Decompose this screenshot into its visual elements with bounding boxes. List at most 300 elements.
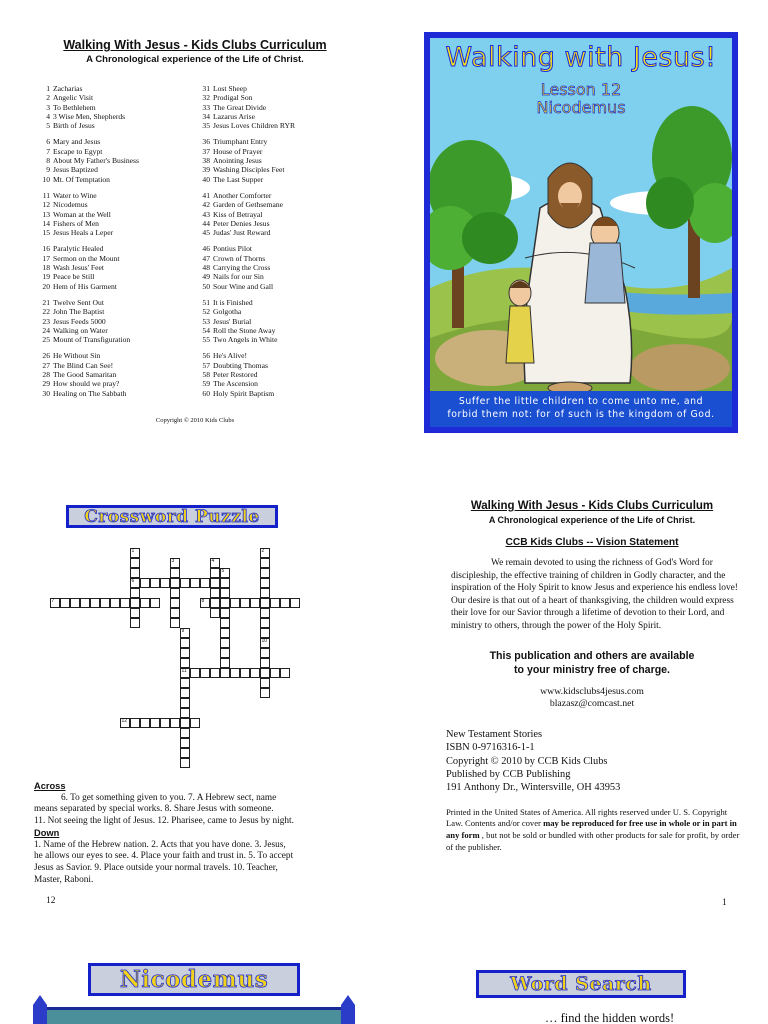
lesson-number: 14: [42, 218, 50, 228]
crossword-cell[interactable]: [180, 708, 190, 718]
crossword-cell[interactable]: [180, 698, 190, 708]
lesson-number: 25: [42, 335, 50, 345]
lesson-number: 40: [202, 174, 210, 184]
crossword-cell[interactable]: [110, 598, 120, 608]
lesson-group: [198, 244, 358, 290]
crossword-cell[interactable]: [150, 718, 160, 728]
lesson-item: [38, 156, 198, 165]
lesson-number: 36: [202, 137, 210, 147]
lesson-name: Escape to Egypt: [53, 146, 103, 156]
lesson-number: 15: [42, 228, 50, 238]
lesson-name: The Last Supper: [213, 174, 264, 184]
lesson-number: 22: [42, 307, 50, 317]
crossword-clue-number: 6: [131, 578, 135, 584]
crossword-cell[interactable]: [280, 598, 290, 608]
contact-info: [442, 686, 742, 711]
lesson-number: 12: [42, 200, 50, 210]
lesson-item: [38, 165, 198, 174]
crossword-grid: [50, 548, 300, 758]
crossword-cell[interactable]: [70, 598, 80, 608]
crossword-clue-number: 11: [181, 668, 187, 674]
lesson-item: [198, 307, 358, 316]
word-search-banner-text: Word Search: [479, 973, 683, 995]
crossword-cell[interactable]: [260, 688, 270, 698]
legal-text-bold: may be reproduced for free use in whole or in part in any form: [446, 818, 737, 841]
lesson-item: [38, 326, 198, 335]
lesson-name: Judas' Just Reward: [213, 228, 271, 238]
crossword-clue-number: 7: [51, 598, 55, 604]
lesson-number: 42: [202, 200, 210, 210]
lesson-name: Crown of Thorns: [213, 253, 266, 263]
email-link[interactable]: blazasz@comcast.net: [549, 698, 635, 710]
lesson-name: House of Prayer: [213, 146, 263, 156]
crossword-cell[interactable]: [170, 578, 180, 588]
lesson-name: Angelic Visit: [53, 93, 94, 103]
crossword-cell[interactable]: [130, 568, 140, 578]
lesson-name: The Ascension: [213, 379, 258, 389]
crossword-banner: [66, 505, 278, 528]
lesson-number: 31: [202, 84, 210, 93]
crossword-cell[interactable]: [210, 588, 220, 598]
lesson-name: Fishers of Men: [53, 218, 99, 228]
crossword-cell[interactable]: [180, 638, 190, 648]
lesson-item: [198, 326, 358, 335]
crossword-cell[interactable]: [90, 598, 100, 608]
crossword-cell[interactable]: [260, 608, 270, 618]
lesson-name: Wash Jesus' Feet: [53, 263, 104, 273]
lesson-number: 6: [46, 137, 50, 147]
page-number-1: 1: [722, 898, 727, 908]
info-subtitle: A Chronological experience of the Life of Christ.: [488, 515, 696, 525]
lesson-item: [198, 282, 358, 291]
crossword-cell[interactable]: [180, 748, 190, 758]
lesson-item: [198, 147, 358, 156]
crossword-cell[interactable]: [120, 598, 130, 608]
crossword-cell[interactable]: [260, 588, 270, 598]
lesson-name: Peter Denies Jesus: [213, 218, 270, 228]
crossword-cell[interactable]: [150, 598, 160, 608]
lesson-item: [198, 112, 358, 121]
cover-lesson: [430, 81, 732, 117]
lesson-group: [38, 351, 198, 397]
crossword-cell[interactable]: [210, 608, 220, 618]
lesson-number: 2: [46, 93, 50, 103]
lesson-item: [198, 370, 358, 379]
website-link[interactable]: www.kidsclubs4jesus.com: [540, 685, 644, 697]
lesson-group: [198, 298, 358, 344]
lesson-item: [38, 272, 198, 281]
lesson-item: [38, 361, 198, 370]
lesson-item: [198, 103, 358, 112]
lesson-name: Roll the Stone Away: [213, 325, 276, 335]
crossword-cell[interactable]: [210, 578, 220, 588]
lesson-item: [198, 272, 358, 281]
crossword-clue-number: 9: [181, 628, 185, 634]
lesson-item: [198, 351, 358, 360]
crossword-cell[interactable]: [220, 608, 230, 618]
crossword-cell[interactable]: [230, 598, 240, 608]
lesson-name: Birth of Jesus: [53, 121, 95, 131]
lesson-number: 47: [202, 253, 210, 263]
publication-line: Copyright © 2010 by CCB Kids Clubs: [446, 755, 608, 767]
crossword-clues: [34, 781, 349, 886]
lesson-number: 26: [42, 351, 50, 361]
lesson-number: 35: [202, 121, 210, 131]
crossword-cell[interactable]: [180, 678, 190, 688]
lesson-item: [198, 200, 358, 209]
lesson-number: 18: [42, 263, 50, 273]
publication-line: Published by CCB Publishing: [446, 768, 571, 780]
crossword-cell[interactable]: [220, 638, 230, 648]
lesson-number: 59: [202, 379, 210, 389]
lesson-number: 8: [46, 156, 50, 166]
crossword-cell[interactable]: [170, 598, 180, 608]
lesson-item: [38, 121, 198, 130]
lesson-item: [198, 335, 358, 344]
crossword-cell[interactable]: [190, 578, 200, 588]
crossword-cell[interactable]: [170, 568, 180, 578]
cover-title: Walking with Jesus!: [445, 42, 717, 73]
crossword-cell[interactable]: [220, 648, 230, 658]
crossword-clue-number: 3: [171, 558, 175, 564]
crossword-cell[interactable]: [260, 618, 270, 628]
lesson-name: John The Baptist: [53, 307, 105, 317]
down-label: Down: [34, 827, 60, 838]
lesson-group: [38, 137, 198, 183]
lesson-name: Kiss of Betrayal: [213, 209, 263, 219]
lesson-name: Walking on Water: [53, 325, 108, 335]
crossword-cell[interactable]: [260, 658, 270, 668]
lesson-item: [38, 137, 198, 146]
crossword-cell[interactable]: [290, 598, 300, 608]
crossword-cell[interactable]: [160, 578, 170, 588]
lesson-name: Sour Wine and Gall: [213, 281, 274, 291]
cover-page: [424, 32, 738, 433]
crossword-cell[interactable]: [150, 578, 160, 588]
crossword-cell[interactable]: [260, 558, 270, 568]
lesson-number: 46: [202, 244, 210, 254]
crossword-cell[interactable]: [260, 668, 270, 678]
lesson-number: 17: [42, 253, 50, 263]
crossword-cell[interactable]: [180, 648, 190, 658]
lesson-list-page: [30, 38, 360, 433]
lesson-number: 28: [42, 370, 50, 380]
lesson-name: Two Angels in White: [213, 335, 278, 345]
crossword-cell[interactable]: [280, 668, 290, 678]
publication-line: New Testament Stories: [446, 728, 543, 740]
lesson-item: [38, 147, 198, 156]
crossword-cell[interactable]: [220, 658, 230, 668]
lesson-item: [198, 219, 358, 228]
cover-illustration: [430, 38, 732, 427]
crossword-cell[interactable]: [180, 728, 190, 738]
lesson-name: Jesus Loves Children RYR: [213, 121, 296, 131]
across-label: Across: [34, 781, 66, 791]
lesson-number: 20: [42, 281, 50, 291]
lesson-item: [198, 156, 358, 165]
crossword-cell[interactable]: [140, 718, 150, 728]
crossword-clue-number: 5: [221, 568, 225, 574]
lesson-number: 44: [202, 218, 210, 228]
lesson-number: 49: [202, 272, 210, 282]
info-title: Walking With Jesus - Kids Clubs Curriculum: [470, 500, 714, 512]
crossword-cell[interactable]: [130, 558, 140, 568]
availability-line-2: to your ministry free of charge.: [514, 663, 670, 676]
lesson-group: [38, 191, 198, 237]
crossword-cell[interactable]: [230, 668, 240, 678]
crossword-cell[interactable]: [190, 668, 200, 678]
lesson-name: Prodigal Son: [213, 93, 253, 103]
lesson-number: 50: [202, 281, 210, 291]
lesson-name: Pontius Pilot: [213, 244, 253, 254]
lesson-item: [38, 379, 198, 388]
lesson-name: Sermon on the Mount: [53, 253, 120, 263]
lesson-number: 33: [202, 102, 210, 112]
crossword-cell[interactable]: [210, 598, 220, 608]
lesson-item: [198, 254, 358, 263]
crossword-cell[interactable]: [60, 598, 70, 608]
crossword-cell[interactable]: [80, 598, 90, 608]
word-search-banner: [476, 970, 686, 998]
crossword-cell[interactable]: [200, 578, 210, 588]
crossword-cell[interactable]: [270, 668, 280, 678]
lesson-number: 54: [202, 325, 210, 335]
cover-lesson-number: Lesson 12: [540, 80, 622, 99]
cover-topic: Nicodemus: [536, 98, 626, 117]
lesson-item: [38, 389, 198, 398]
availability-line-1: This publication and others are available: [489, 649, 695, 662]
lesson-name: Lost Sheep: [213, 84, 247, 93]
cover-verse-line-2: forbid them not: for of such is the kingdom of God.: [447, 409, 715, 420]
lesson-name: Paralytic Healed: [53, 244, 104, 254]
lesson-group: [38, 244, 198, 290]
lesson-item: [198, 93, 358, 102]
lesson-number: 56: [202, 351, 210, 361]
page-number-12: 12: [46, 896, 56, 906]
crossword-clue-number: 2: [261, 548, 265, 554]
lesson-number: 10: [42, 174, 50, 184]
lesson-group: [198, 191, 358, 237]
crossword-cell[interactable]: [260, 678, 270, 688]
lesson-number: 27: [42, 360, 50, 370]
lesson-name: It is Finished: [213, 297, 253, 307]
crossword-cell[interactable]: [270, 598, 280, 608]
lesson-name: Washing Disciples Feet: [213, 165, 285, 175]
lesson-item: [38, 210, 198, 219]
lesson-name: Zacharias: [53, 84, 83, 93]
find-hidden-words-text: … find the hidden words!: [545, 1011, 675, 1024]
cover-verse: [430, 391, 732, 427]
lesson-name: Nicodemus: [53, 200, 88, 210]
crossword-cell[interactable]: [140, 598, 150, 608]
lesson-list-copyright: Copyright © 2010 Kids Clubs: [155, 417, 235, 424]
crossword-cell[interactable]: [240, 598, 250, 608]
lesson-item: [198, 244, 358, 253]
lesson-number: 13: [42, 209, 50, 219]
lesson-name: Mt. Of Temptation: [53, 174, 110, 184]
lesson-item: [38, 370, 198, 379]
crossword-cell[interactable]: [180, 578, 190, 588]
crossword-cell[interactable]: [220, 668, 230, 678]
cover-verse-line-1: Suffer the little children to come unto me, and: [458, 396, 704, 407]
crossword-cell[interactable]: [220, 588, 230, 598]
lesson-item: [198, 263, 358, 272]
crossword-cell[interactable]: [240, 668, 250, 678]
lesson-item: [198, 175, 358, 184]
lesson-name: About My Father's Business: [53, 156, 139, 166]
lesson-item: [198, 210, 358, 219]
lesson-item: [38, 263, 198, 272]
lesson-name: Mount of Transfiguration: [53, 335, 131, 345]
lesson-group: [198, 351, 358, 397]
crossword-cell[interactable]: [200, 668, 210, 678]
lesson-name: Holy Spirit Baptism: [213, 388, 275, 398]
crossword-cell[interactable]: [160, 718, 170, 728]
lesson-item: [38, 191, 198, 200]
lesson-number: 37: [202, 146, 210, 156]
lesson-group: [198, 84, 358, 130]
down-clues-line-1: 1. Name of the Hebrew nation. 2. Acts that you have done. 3. Jesus,: [34, 839, 286, 850]
lesson-list-title: Walking With Jesus - Kids Clubs Curriculum: [63, 38, 327, 52]
lesson-name: Another Comforter: [213, 190, 272, 200]
lesson-group: [38, 84, 198, 130]
availability-note: [442, 649, 742, 677]
crossword-cell[interactable]: [210, 568, 220, 578]
lesson-number: 24: [42, 325, 50, 335]
across-clues-line-2: means separated by special works. 8. Share Jesus with someone.: [34, 804, 274, 815]
vision-statement: We remain devoted to using the richness of God's Word for discipleship, the effective training of children in Godly character, and the inspiration of the Holy Spirit to know Jesus and experience his endless love! Our desire is that out of a heart of thanksgiving, the children would express their love for our Savior through a lifetime of devotion to their Lord, and ministry to others, through the power of the Holy Spirit.: [451, 558, 738, 631]
lesson-item: [38, 254, 198, 263]
crossword-cell[interactable]: [220, 598, 230, 608]
legal-text-2: , but not be sold or bundled with other products for sale for profit, by order of the publisher.: [446, 830, 740, 852]
info-page: [442, 500, 742, 854]
lesson-name: Twelve Sent Out: [53, 297, 104, 307]
lesson-number: 58: [202, 370, 210, 380]
crossword-cell[interactable]: [170, 608, 180, 618]
lesson-number: 53: [202, 316, 210, 326]
crossword-cell[interactable]: [260, 578, 270, 588]
crossword-cell[interactable]: [250, 598, 260, 608]
across-clues-line-3: 11. Not seeing the light of Jesus. 12. Pharisee, came to Jesus by night.: [34, 816, 294, 827]
lesson-number: 21: [42, 297, 50, 307]
lesson-number: 39: [202, 165, 210, 175]
crossword-cell[interactable]: [170, 588, 180, 598]
crossword-cell[interactable]: [130, 718, 140, 728]
crossword-cell[interactable]: [130, 608, 140, 618]
lesson-name: Mary and Jesus: [53, 137, 101, 147]
lesson-number: 4: [46, 111, 50, 121]
lesson-item: [198, 191, 358, 200]
crossword-cell[interactable]: [250, 668, 260, 678]
lesson-item: [38, 93, 198, 102]
crossword-cell[interactable]: [210, 668, 220, 678]
lesson-number: 16: [42, 244, 50, 254]
lesson-number: 43: [202, 209, 210, 219]
lesson-number: 19: [42, 272, 50, 282]
crossword-cell[interactable]: [130, 588, 140, 598]
lesson-name: Hem of His Garment: [53, 281, 117, 291]
lesson-name: 3 Wise Men, Shepherds: [53, 111, 126, 121]
lesson-item: [38, 335, 198, 344]
crossword-cell[interactable]: [260, 568, 270, 578]
lesson-name: Doubting Thomas: [213, 360, 268, 370]
crossword-cell[interactable]: [140, 578, 150, 588]
lesson-item: [38, 103, 198, 112]
lesson-name: He Without Sin: [53, 351, 101, 361]
crossword-cell[interactable]: [220, 628, 230, 638]
lesson-list-subtitle: A Chronological experience of the Life of Christ.: [86, 54, 304, 65]
crossword-cell[interactable]: [170, 618, 180, 628]
lesson-name: How should we pray?: [53, 379, 120, 389]
crossword-cell[interactable]: [260, 628, 270, 638]
lesson-number: 48: [202, 263, 210, 273]
crossword-cell[interactable]: [180, 738, 190, 748]
lesson-item: [198, 121, 358, 130]
lesson-item: [38, 317, 198, 326]
crossword-cell[interactable]: [130, 618, 140, 628]
lesson-item: [198, 137, 358, 146]
lesson-name: Jesus Feeds 5000: [53, 316, 106, 326]
crossword-cell[interactable]: [260, 598, 270, 608]
lesson-item: [38, 298, 198, 307]
crossword-cell[interactable]: [180, 758, 190, 768]
crossword-cell[interactable]: [180, 688, 190, 698]
lesson-item: [38, 200, 198, 209]
lesson-item: [38, 282, 198, 291]
lesson-number: 32: [202, 93, 210, 103]
crossword-banner-text: Crossword Puzzle: [69, 508, 275, 525]
lesson-item: [198, 165, 358, 174]
crossword-cell[interactable]: [170, 718, 180, 728]
lesson-name: Healing on The Sabbath: [53, 388, 127, 398]
lesson-name: Golgotha: [213, 307, 242, 317]
lesson-column-left: [38, 84, 198, 405]
lesson-item: [38, 307, 198, 316]
lesson-name: Carrying the Cross: [213, 263, 271, 273]
lesson-name: The Blind Can See!: [53, 360, 114, 370]
lesson-name: To Bethlehem: [53, 102, 96, 112]
lesson-number: 55: [202, 335, 210, 345]
lesson-group: [198, 137, 358, 183]
lesson-item: [38, 112, 198, 121]
lesson-number: 5: [46, 121, 50, 131]
nicodemus-banner-text: Nicodemus: [91, 966, 297, 993]
down-clues-line-4: Master, Raboni.: [34, 874, 94, 885]
lesson-number: 45: [202, 228, 210, 238]
lesson-number: 3: [46, 102, 50, 112]
crossword-cell[interactable]: [100, 598, 110, 608]
crossword-cell[interactable]: [190, 718, 200, 728]
crossword-cell[interactable]: [220, 618, 230, 628]
decorative-arch-frame: [33, 995, 355, 1024]
crossword-cell[interactable]: [260, 648, 270, 658]
crossword-cell[interactable]: [180, 658, 190, 668]
crossword-cell[interactable]: [180, 718, 190, 728]
crossword-cell[interactable]: [130, 598, 140, 608]
lesson-number: 30: [42, 388, 50, 398]
lesson-item: [198, 317, 358, 326]
crossword-cell[interactable]: [220, 578, 230, 588]
legal-notice: [446, 807, 742, 854]
lesson-item: [198, 379, 358, 388]
lesson-number: 38: [202, 156, 210, 166]
legal-text-1: Printed in the United States of America. All rights reserved under U. S. Copyright Law. Contents and/or cover: [446, 806, 728, 829]
lesson-number: 34: [202, 111, 210, 121]
lesson-name: The Great Divide: [213, 102, 267, 112]
lesson-name: He's Alive!: [213, 351, 248, 361]
lesson-number: 29: [42, 379, 50, 389]
lesson-name: Jesus' Burial: [213, 316, 252, 326]
